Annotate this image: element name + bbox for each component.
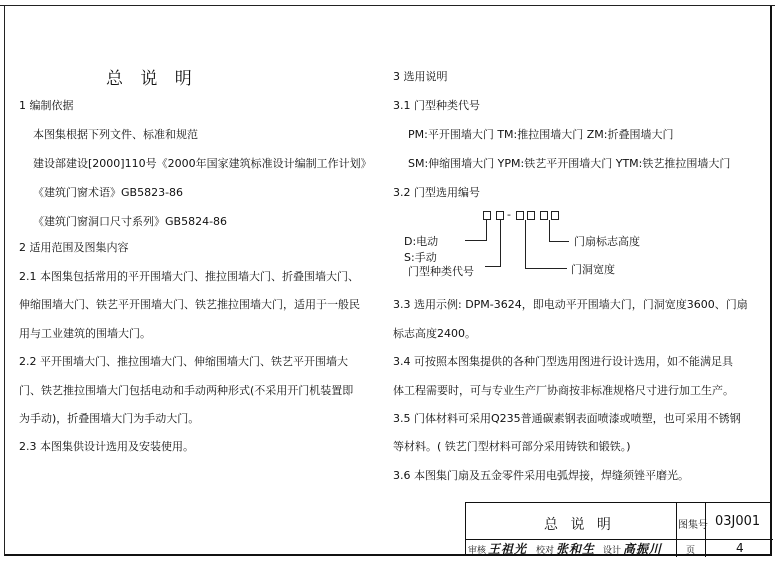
code-diagram: [405, 207, 705, 287]
left-line: 2.2 平开围墙大门、推拉围墙大门、伸缩围墙大门、铁艺平开围墙大: [19, 355, 348, 368]
atlas-number-label: 图集号: [678, 520, 708, 531]
label-electric: D:电动: [404, 235, 439, 248]
atlas-number: 03J001: [715, 514, 761, 529]
right-line: SM:伸缩围墙大门 YPM:铁艺平开围墙大门 YTM:铁艺推拉围墙大门: [408, 157, 731, 170]
leader-line: [485, 266, 501, 267]
right-line: 3 选用说明: [393, 70, 448, 83]
page-label: 页: [686, 546, 696, 556]
check-label: 校对: [536, 546, 555, 556]
right-line: 等材料。( 铁艺门型材料可部分采用铸铁和锻铁。): [393, 440, 631, 453]
left-line: 2 适用范围及图集内容: [19, 241, 129, 254]
left-line: 建设部建设[2000]110号《2000年国家建筑标准设计编制工作计划》: [33, 157, 372, 170]
review-label: 审核: [468, 546, 487, 556]
left-line: 用与工业建筑的围墙大门。: [19, 327, 151, 340]
right-line: 3.6 本图集门扇及五金零件采用电弧焊接，焊缝须锉平磨光。: [393, 469, 689, 482]
design-signature: 高振川: [623, 542, 663, 556]
leader-line: [500, 220, 501, 267]
label-manual: S:手动: [404, 251, 437, 264]
right-line: 3.1 门型种类代号: [393, 99, 480, 112]
leader-line: [486, 220, 487, 241]
check-signature: 张和生: [556, 542, 596, 556]
leader-line: [549, 220, 550, 242]
code-box: [516, 211, 524, 220]
code-dash: -: [507, 208, 511, 221]
label-door-height: 门扇标志高度: [574, 235, 640, 248]
code-box: [483, 211, 491, 220]
leader-line: [549, 241, 569, 242]
left-line: 2.3 本图集供设计选用及安装使用。: [19, 440, 194, 453]
leader-line: [525, 268, 567, 269]
code-box: [540, 211, 548, 220]
left-line: 为手动)，折叠围墙大门为手动大门。: [19, 412, 200, 425]
label-door-type: 门型种类代号: [408, 265, 474, 278]
leader-line: [525, 220, 526, 269]
leader-line: [465, 240, 487, 241]
right-line: PM:平开围墙大门 TM:推拉围墙大门 ZM:折叠围墙大门: [408, 128, 674, 141]
left-line: 《建筑门窗术语》GB5823-86: [33, 186, 184, 199]
title-block: [465, 502, 772, 556]
design-label: 设计: [603, 546, 622, 556]
right-line: 3.3 选用示例: DPM-3624，即电动平开围墙大门，门洞宽度3600、门扇: [393, 298, 748, 311]
left-line: 本图集根据下列文件、标准和规范: [33, 128, 198, 141]
right-line: 3.4 可按照本图集提供的各种门型选用图进行设计选用，如不能满足具: [393, 355, 733, 368]
code-box: [527, 211, 535, 220]
right-line: 3.5 门体材料可采用Q235普通碳素钢表面喷漆或喷塑，也可采用不锈钢: [393, 412, 741, 425]
page-number: 4: [736, 541, 744, 555]
title-block-title: 总 说 明: [544, 517, 615, 533]
right-line: 体工程需要时，可与专业生产厂协商按非标准规格尺寸进行加工生产。: [393, 384, 734, 397]
right-line: 标志高度2400。: [393, 327, 476, 340]
title-block-rule: [676, 503, 677, 557]
page-title: 总 说 明: [106, 69, 198, 89]
left-line: 门、铁艺推拉围墙大门包括电动和手动两种形式(不采用开门机装置即: [19, 384, 354, 397]
left-line: 2.1 本图集包括常用的平开围墙大门、推拉围墙大门、折叠围墙大门、: [19, 270, 359, 283]
left-line: 1 编制依据: [19, 99, 74, 112]
right-line: 3.2 门型选用编号: [393, 186, 480, 199]
left-line: 《建筑门窗洞口尺寸系列》GB5824-86: [33, 215, 228, 228]
label-opening-width: 门洞宽度: [571, 263, 615, 276]
code-box: [496, 211, 504, 220]
code-box: [551, 211, 559, 220]
review-signature: 王祖光: [488, 542, 528, 556]
left-line: 伸缩围墙大门、铁艺平开围墙大门、铁艺推拉围墙大门，适用于一般民: [19, 298, 360, 311]
